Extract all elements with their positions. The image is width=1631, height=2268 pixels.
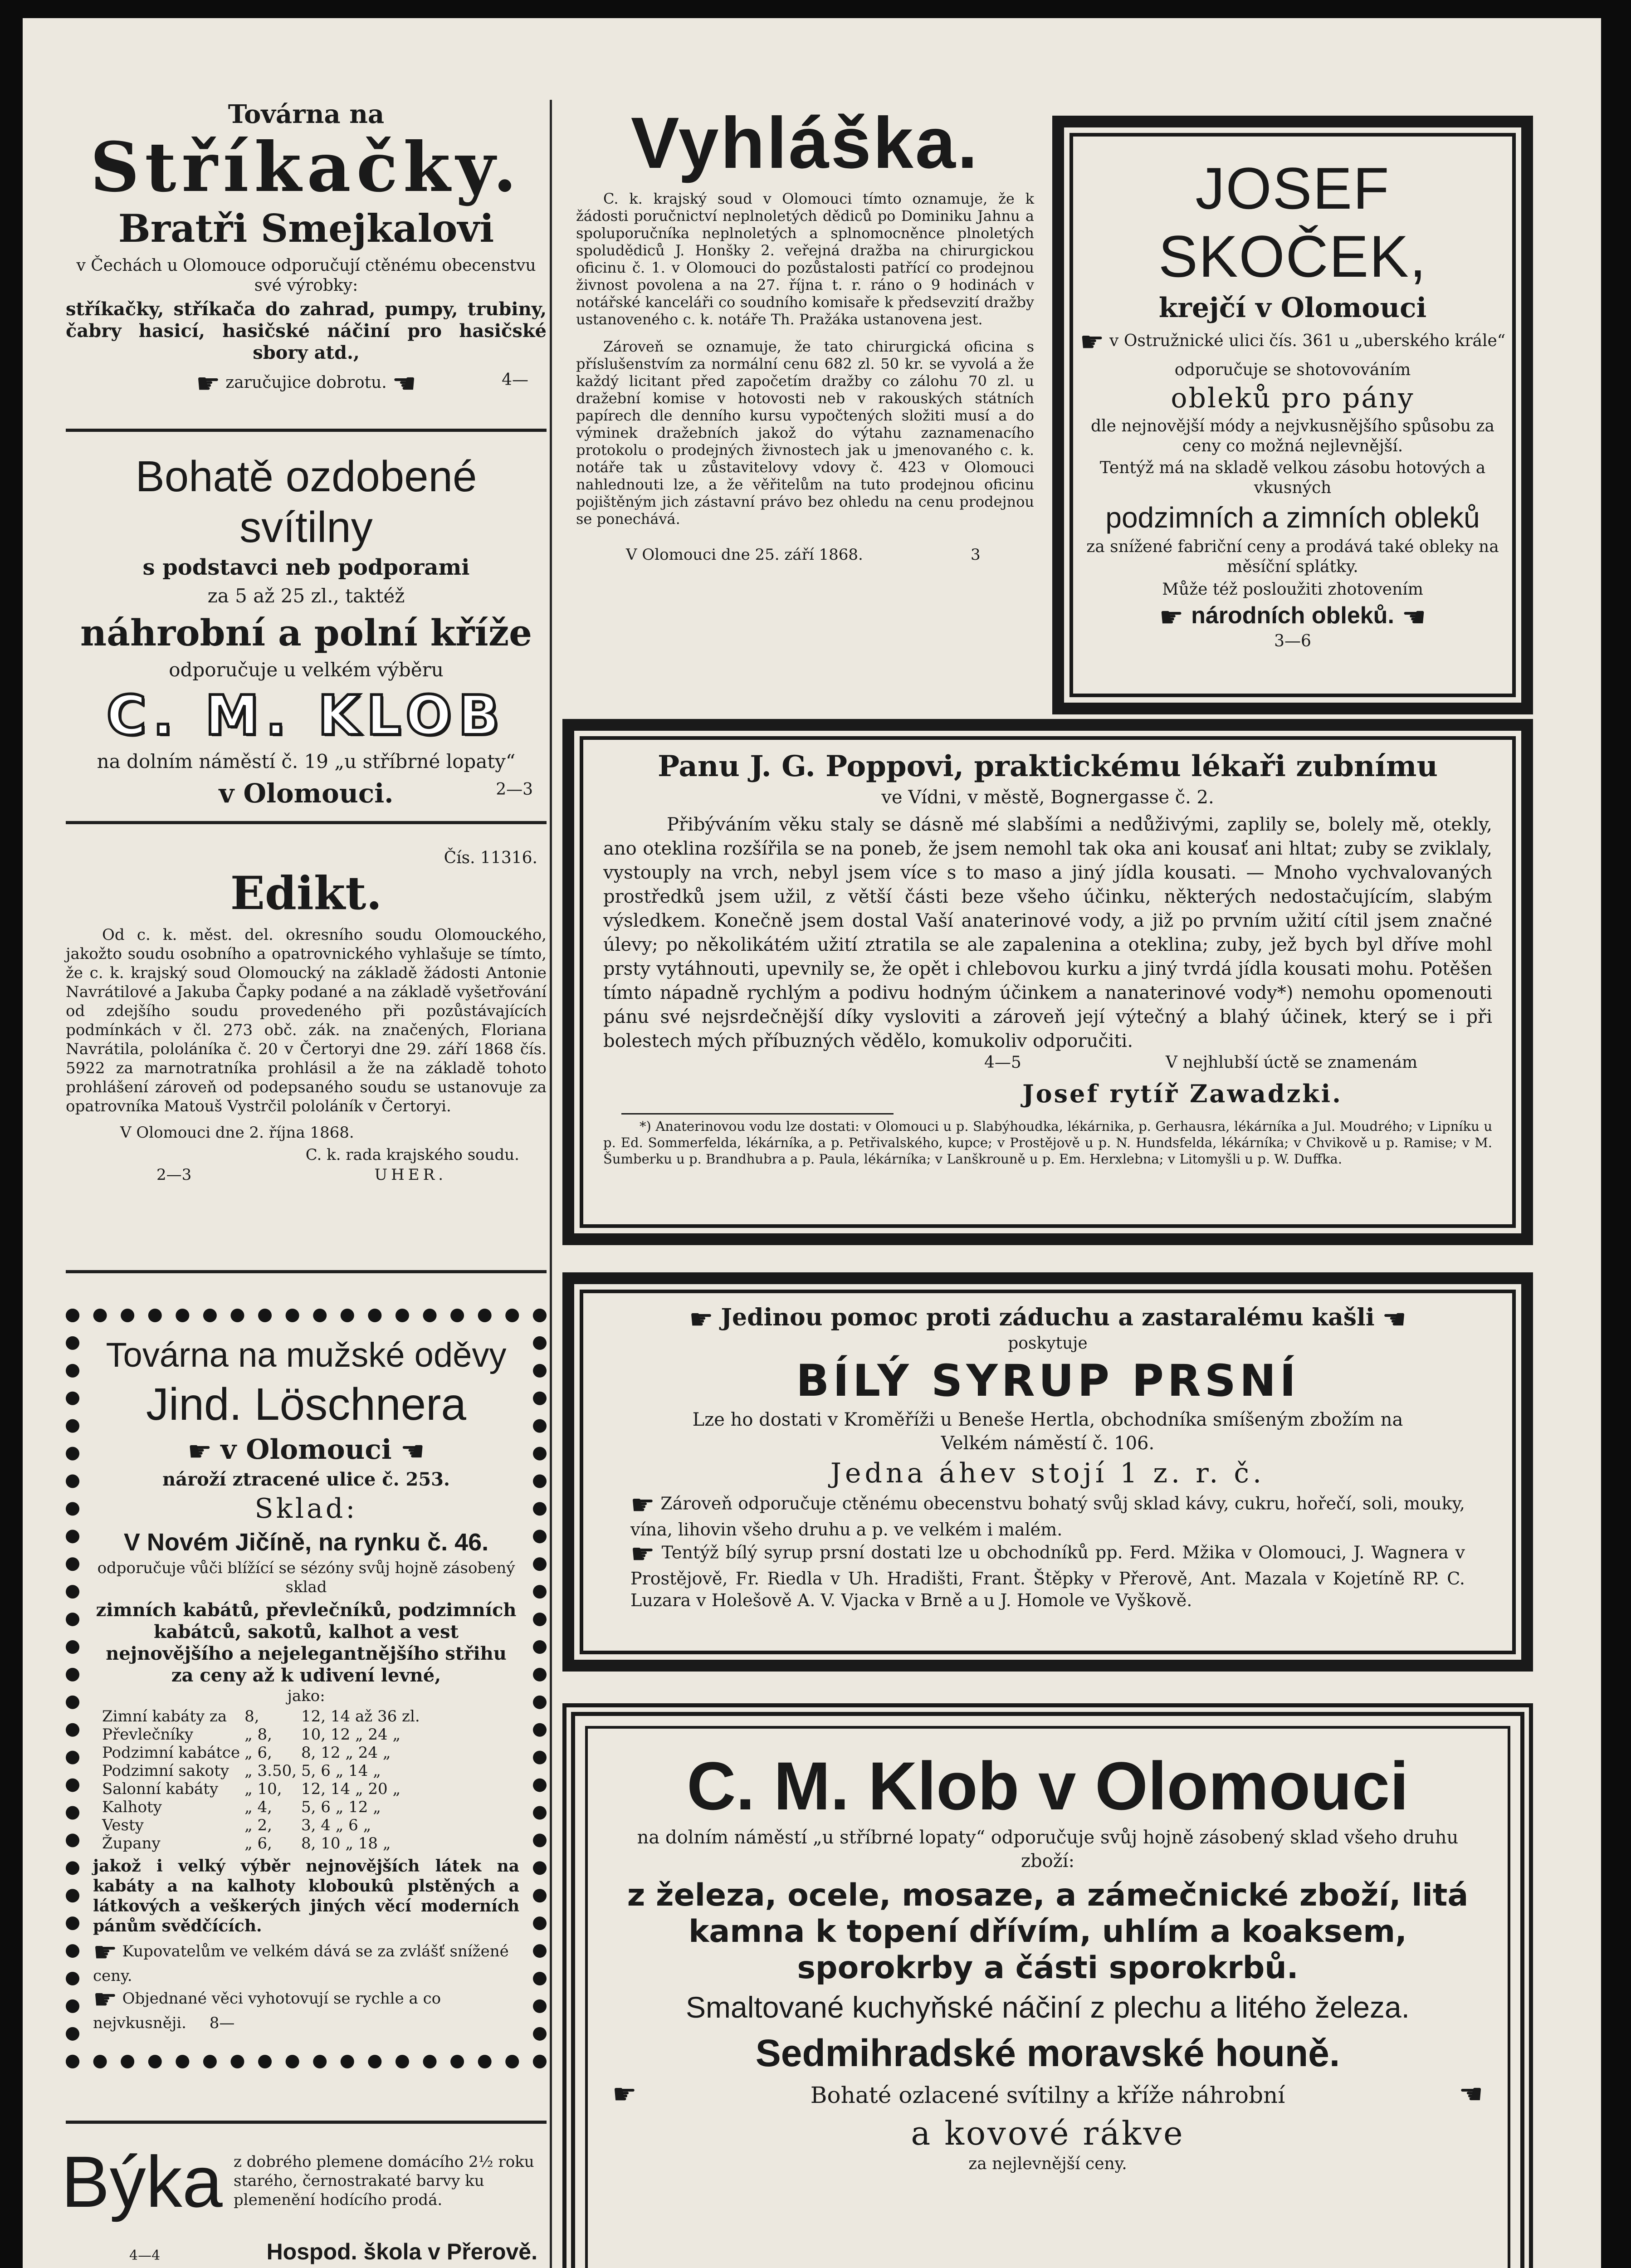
ad-svitilny bbox=[66, 451, 547, 811]
ad-national-line bbox=[1075, 600, 1510, 631]
ad-poppovi bbox=[603, 748, 1492, 1167]
column-divider bbox=[550, 100, 552, 2268]
pointing-hand-left-icon: ☚ bbox=[1459, 2078, 1483, 2110]
price-item: Podzimní sakoty bbox=[102, 1762, 230, 1780]
ad-name: JOSEF SKOČEK, bbox=[1158, 155, 1427, 289]
ad-orders-line bbox=[93, 1986, 519, 2033]
ad-provides: poskytuje bbox=[1008, 1334, 1088, 1353]
ad-extra: jakož i velký výběr nejnovějších látek na kabáty a na kalhoty kloboukû plstěných a látkových a veškerých jiných věcí moderních pánům svědčících. bbox=[93, 1857, 519, 1936]
ad-city-line bbox=[93, 1432, 519, 1468]
ad-city-line bbox=[66, 775, 547, 811]
pointing-hand-right-icon: ☛ bbox=[187, 1436, 212, 1468]
ad-others-line bbox=[603, 1540, 1492, 1611]
ad-text: z dobrého plemene domácího 2½ roku starého, černostrakaté barvy ku plemenění hodícího prodá. bbox=[234, 2153, 534, 2209]
price-from: „ 3.50, bbox=[244, 1762, 297, 1780]
price-from: „ 8, bbox=[244, 1725, 272, 1744]
ad-coffins: a kovové rákve bbox=[911, 2114, 1185, 2152]
ad-product: BÍLÝ SYRUP PRSNÍ bbox=[796, 1355, 1299, 1406]
ad-guarantee-line bbox=[66, 368, 547, 400]
price-range: 5, 6 „ 14 „ bbox=[301, 1762, 381, 1780]
price-item: Převlečníky bbox=[102, 1725, 194, 1744]
price-from: „ 6, bbox=[244, 1744, 272, 1762]
price-from: 8, bbox=[244, 1707, 259, 1725]
ad-title: Stříkačky. bbox=[90, 127, 523, 207]
pointing-hand-right-icon: ☛ bbox=[689, 1303, 713, 1335]
ad-skocek bbox=[1075, 154, 1510, 651]
price-item: Podzimní kabátce bbox=[102, 1744, 240, 1762]
price-range: 12, 14 až 36 zl. bbox=[301, 1707, 420, 1725]
ad-corner: nároží ztracené ulice č. 253. bbox=[162, 1469, 450, 1490]
ad-maker: Bratři Smejkalovi bbox=[118, 206, 494, 251]
ad-address: v Ostružnické ulici čís. 361 u „uberského krále“ bbox=[1109, 332, 1506, 350]
vyhlaska-date-line bbox=[576, 546, 1034, 566]
price-row bbox=[102, 1744, 425, 1762]
edikt-signer: C. k. rada krajského soudu. bbox=[305, 1146, 519, 1164]
ad-trade: krejčí v Olomouci bbox=[1158, 292, 1427, 324]
ad-goods: zimních kabátů, převlečníků, podzimních kabátců, sakotů, kalhot a vest nejnovějšího a nejelegantnějšího střihu za ceny až k udivení levné, bbox=[96, 1599, 517, 1686]
ad-title2: Jind. Löschnera bbox=[146, 1379, 466, 1430]
ad-seller: Hospod. škola v Přerově. bbox=[266, 2239, 537, 2264]
edikt-date: V Olomouci dne 2. října 1868. bbox=[120, 1124, 354, 1142]
pointing-hand-left-icon: ☚ bbox=[392, 368, 416, 400]
pointing-hand-right-icon: ☛ bbox=[196, 368, 220, 400]
vyhlaska-date: V Olomouci dne 25. září 1868. bbox=[626, 546, 863, 564]
ad-code: 4—5 bbox=[984, 1053, 1021, 1072]
price-row bbox=[102, 1816, 425, 1834]
ad-items: stříkačky, stříkača do zahrad, pumpy, trubiny, čabry hasicí, hasičské náčiní pro hasičské sbory atd., bbox=[66, 298, 547, 363]
pointing-hand-right-icon: ☛ bbox=[1159, 601, 1184, 633]
edikt-code: 2—3 bbox=[156, 1166, 192, 1184]
price-row bbox=[102, 1725, 425, 1744]
edikt-sign-line bbox=[66, 1166, 547, 1188]
price-row bbox=[102, 1707, 425, 1725]
ad-jako: jako: bbox=[287, 1687, 325, 1705]
ad-also: Zároveň odporučuje ctěnému obecenstvu bohatý svůj sklad kávy, cukru, hořečí, soli, mouky, vína, lihovin všeho druhu a p. ve velkém i malém. bbox=[630, 1493, 1465, 1540]
ad-line2: za 5 až 25 zl., taktéž bbox=[207, 585, 405, 607]
price-range: 8, 12 „ 24 „ bbox=[301, 1744, 391, 1762]
price-table bbox=[102, 1707, 425, 1853]
ad-season: podzimních a zimních obleků bbox=[1105, 501, 1480, 534]
ad-closing-line bbox=[603, 1053, 1492, 1078]
edikt-name: UHER. bbox=[374, 1166, 447, 1184]
separator-rule bbox=[66, 821, 547, 824]
ad-headline: Jedinou pomoc proti záduchu a zastaralému kašli bbox=[721, 1304, 1375, 1331]
pointing-hand-right-icon: ☛ bbox=[93, 1936, 117, 1968]
pointing-hand-right-icon: ☛ bbox=[93, 1984, 117, 2015]
ad-signature: Josef rytíř Zawadzki. bbox=[1022, 1079, 1343, 1108]
ad-title: Panu J. G. Poppovi, praktickému lékaři zubnímu bbox=[658, 749, 1438, 783]
ad-title: C. M. Klob v Olomouci bbox=[687, 1748, 1409, 1824]
pointing-hand-left-icon: ☚ bbox=[400, 1436, 425, 1468]
ad-address-line bbox=[1075, 328, 1510, 356]
pointing-hand-right-icon: ☛ bbox=[612, 2078, 637, 2110]
ad-price: za nejlevnější ceny. bbox=[968, 2155, 1127, 2173]
ad-enamel: Smaltované kuchyňské náčiní z plechu a litého železa. bbox=[686, 1990, 1410, 2024]
price-item: Župany bbox=[102, 1834, 161, 1853]
price-from: „ 6, bbox=[244, 1834, 272, 1853]
ad-strikacky bbox=[66, 99, 547, 400]
ad-title1: Továrna na mužské oděvy bbox=[106, 1336, 507, 1374]
edikt-title: Edikt. bbox=[230, 866, 382, 920]
pointing-hand-left-icon: ☚ bbox=[1382, 1303, 1406, 1335]
ad-orders: Objednané věci vyhotovují se rychle a co nejvkusněji. bbox=[93, 1989, 441, 2032]
ad-blankets: Sedmihradské moravské houně. bbox=[755, 2032, 1340, 2074]
ad-sklad: Sklad: bbox=[254, 1493, 358, 1525]
ad-footnote: *) Anaterinovou vodu lze dostati: v Olomouci u p. Slabýhoudka, lékárnika, p. Gerhausra, lékárníka a Jul. Moudrého; v Lipníku u p. Ed. Sommerfelda, lékárníka, a p. Petřivalského, kupce; v Prostějově u p. N. Hundsfelda, lékárníka; v Chvikově u p. Ramise; v M. Šumberku u p. Brandhubra a p. Paula, lékárníka; v Lanškrouně u p. Em. Herxlebna; v Litomyšli u p. W. Duffka. bbox=[603, 1119, 1492, 1167]
ad-branch: V Novém Jičíně, na rynku č. 46. bbox=[123, 1529, 489, 1556]
price-from: „ 10, bbox=[244, 1780, 282, 1798]
ad-code: 3—6 bbox=[1274, 632, 1311, 650]
price-from: „ 2, bbox=[244, 1816, 272, 1834]
ad-code: 8— bbox=[209, 2014, 235, 2032]
ad-code: 4— bbox=[502, 371, 528, 389]
price-range: 10, 12 „ 24 „ bbox=[301, 1725, 401, 1744]
ad-line4: odporučuje u velkém výběru bbox=[169, 659, 444, 681]
footnote-rule bbox=[621, 1113, 894, 1114]
ad-headline-line bbox=[603, 1302, 1492, 1334]
newspaper-page bbox=[23, 18, 1601, 2268]
pointing-hand-right-icon: ☛ bbox=[1079, 326, 1104, 358]
edikt-body: Od c. k. měst. del. okresního soudu Olomouckého, jakožto soudu osobního a opatrovnického vyhlašuje se tímto, že c. k. krajský soud Olomoucký na základě žádosti Antonie Navrátilové a Jakuba Čapky podané a na základě vyšetřování od zdejšího soudu provedeného při pozůstávajících podmínkách v čl. 273 obč. zák. na značených, Floriana Navrátila, pololáníka č. 20 v Čertoryi dne 29. září 1868 čís. 5922 za marnotratníka prohlásil a že na základě tohoto prohlášení zároveň od podepsaného soudu se ustanovuje za opatrovníka Matouš Vystrčil pololáník v Čertoryi. bbox=[66, 926, 547, 1115]
ad-klob bbox=[603, 1746, 1492, 2174]
vyhlaska bbox=[576, 102, 1034, 566]
ad-address: na dolním náměstí č. 19 „u stříbrné lopaty“ bbox=[97, 750, 516, 772]
price-item: Vesty bbox=[102, 1816, 144, 1834]
ad-odevy bbox=[93, 1334, 519, 2033]
ad-also-line bbox=[603, 1491, 1492, 1540]
ad-guarantee: zaručujice dobrotu. bbox=[225, 373, 387, 392]
ad-line3: náhrobní a polní kříže bbox=[80, 611, 532, 654]
ad-stock: Tentýž má na skladě velkou zásobu hotových a vkusných bbox=[1099, 459, 1486, 497]
ad-national: Může též posloužiti zhotovením bbox=[1162, 580, 1423, 599]
ad-byka bbox=[61, 2143, 547, 2268]
separator-rule bbox=[66, 429, 547, 432]
ad-code: 2—3 bbox=[496, 780, 533, 799]
ad-terms: za snížené fabriční ceny a prodává také obleky na měsíční splátky. bbox=[1086, 538, 1499, 576]
ad-location: v Čechách u Olomouce odporučují ctěnému obecenstvu své výrobky: bbox=[76, 256, 536, 295]
price-row bbox=[102, 1780, 425, 1798]
ad-address: ve Vídni, v městě, Bognergasse č. 2. bbox=[881, 787, 1214, 808]
ad-city: v Olomouci. bbox=[219, 778, 394, 809]
pointing-hand-right-icon: ☛ bbox=[630, 1538, 655, 1570]
separator-rule bbox=[66, 1270, 547, 1273]
price-row bbox=[102, 1834, 425, 1853]
ad-address: na dolním náměstí „u stříbrné lopaty“ odporučuje svůj hojně zásobený sklad všeho druhu zboží: bbox=[637, 1827, 1459, 1872]
ad-kicker: Továrna na bbox=[228, 99, 385, 129]
vyhlaska-para2: Zároveň se oznamuje, že tato chirurgická oficina s příslušenstvím za normální cenu 682 zl. 50 kr. se vyvolá a že každý licitant před započetím dražby co zálohu 70 zl. u dražební komise v hotovosti neb v rakouských státních papírech dle denního kursu vypočtených složiti musí a do výminek dražebních jakož do výtahu zaznamenacího protokolu o prodejných živnostech jak u jmenovaného c. k. notáře tak u zůstavitelovy vdovy č. 423 v Olomouci nahlednouti lze, a že věřitelům na tuto prodejnou oficinu pojištěným jich zástavní právo bez ohledu na cenu prodejnou se ponechává. bbox=[576, 338, 1034, 528]
ad-price: Jedna áhev stojí 1 z. r. č. bbox=[830, 1457, 1265, 1489]
ad-body: Přibýváním věku staly se dásně mé slabšími a nedůživými, zaplily se, bolely mě, otekly, ano oteklina rozšířila se na poneb, že jsem nemohl tak oka ani kousať ani hltat; zuby se zviklaly, vystouply na vrch, nebyl jsem více s to maso a jiný jídla kousati. — Mnoho vychvalovaných prostředků jsem užil, z větší části beze všeho účinku, některých nedostačujícím, slabým výsledkem. Konečně jsem dostal Vaší anaterinové vody, a již po prvním užití cítil jsem značné úlevy; po několikátém užití ztratila se ale zapalenina a oteklina; zuby, jež bych byl dříve mohl prsty vytáhnouti, upevnily se, že opět i chlebovou kurku a jiný tvrdá jídla kousati mohu. Potěšen tímto nápadně rychlým a podivu hodným účinkem a nanaterinové vody*) nemohu opomenouti pánu své nejsrdečnější díky vysloviti a zároveň její výtečný a blahý účinek, který se i při bolestech mých příbuzných vědělo, komukoliv odporučiti. bbox=[603, 814, 1492, 1051]
ad-clothes: obleků pro pány bbox=[1171, 382, 1415, 414]
vyhlaska-title: Vyhláška. bbox=[630, 102, 980, 183]
ad-title: Býka bbox=[61, 2141, 223, 2222]
ad-firm: C. M. KLOB bbox=[106, 684, 506, 748]
price-range: 5, 6 „ 12 „ bbox=[301, 1798, 381, 1816]
price-item: Zimní kabáty za bbox=[102, 1707, 227, 1725]
ad-closing: V nejhlubší úctě se znamenám bbox=[1166, 1053, 1418, 1072]
price-item: Kalhoty bbox=[102, 1798, 162, 1816]
price-range: 3, 4 „ 6 „ bbox=[301, 1816, 371, 1834]
ad-lamps-line bbox=[603, 2078, 1492, 2112]
ad-intro: odporučuje vůči blížící se sézóny svůj hojně zásobený sklad bbox=[97, 1559, 515, 1596]
price-range: 8, 10 „ 18 „ bbox=[301, 1834, 391, 1853]
ad-style: dle nejnovější módy a nejvkusnějšího spůsobu za ceny co možná nejlevnější. bbox=[1091, 417, 1494, 455]
ad-lamps: Bohaté ozlacené svítilny a kříže náhrobní bbox=[810, 2082, 1285, 2108]
ad-others: Tentýž bílý syrup prsní dostati lze u obchodníků pp. Ferd. Mžika v Olomouci, J. Wagnera v Prostějově, Fr. Riedla v Uh. Hradišti, Frant. Štěpky v Přerově, Ant. Mazala v Kojetíně RP. C. Luzara v Holešově A. V. Vjacka v Brně a u J. Homole ve Vyškově. bbox=[630, 1542, 1465, 1610]
ad-city: v Olomouci bbox=[220, 1434, 392, 1466]
ad-national2: národních obleků. bbox=[1191, 602, 1394, 629]
ad-goods: z železa, ocele, mosaze, a zámečnické zboží, litá kamna k topení dřívím, uhlím a koaksem, sporokrby a části sporokrbů. bbox=[627, 1877, 1469, 1986]
price-range: 12, 14 „ 20 „ bbox=[301, 1780, 401, 1798]
ad-line1: s podstavci neb podporami bbox=[142, 555, 470, 580]
price-row bbox=[102, 1762, 425, 1780]
price-row bbox=[102, 1798, 425, 1816]
price-from: „ 4, bbox=[244, 1798, 272, 1816]
ad-offer: odporučuje se shotovováním bbox=[1174, 361, 1411, 379]
vyhlaska-para1: C. k. krajský soud v Olomouci tímto oznamuje, že k žádosti poručnictví neplnoletých dědiců po Dominiku Jahnu a spoluporučníka neplnoletých a splnomocněnce plnoletých spoludědiců J. Honšky 2. veřejná dražba na chirurgickou oficinu č. 1. v Olomouci do pozůstalosti patřící co prodejnou živnost povolena a na 27. října t. r. ráno o 9 hodinách v notářské kanceláři co soudního komisaře k předsevzití dražby ustanoveného c. k. notáře Th. Pražáka ustanovena jest. bbox=[576, 190, 1034, 328]
ad-syrup bbox=[603, 1302, 1492, 1611]
separator-rule bbox=[66, 2121, 547, 2124]
pointing-hand-right-icon: ☛ bbox=[630, 1489, 655, 1521]
vyhlaska-code: 3 bbox=[971, 546, 981, 564]
ad-title: Bohatě ozdobené svítilny bbox=[135, 452, 477, 552]
edikt-number: Čís. 11316. bbox=[444, 849, 537, 867]
pointing-hand-left-icon: ☚ bbox=[1401, 601, 1426, 633]
ad-where: Lze ho dostati v Kroměříži u Beneše Hertla, obchodníka smíšeným zbožím na Velkém náměstí č. 106. bbox=[692, 1409, 1403, 1454]
ad-purchase: Kupovatelům ve velkém dává se za zvlášť snížené ceny. bbox=[93, 1942, 509, 1985]
edikt bbox=[66, 848, 547, 1188]
price-item: Salonní kabáty bbox=[102, 1780, 219, 1798]
ad-code: 4—4 bbox=[129, 2248, 161, 2263]
ad-purchase-line bbox=[93, 1936, 519, 1986]
